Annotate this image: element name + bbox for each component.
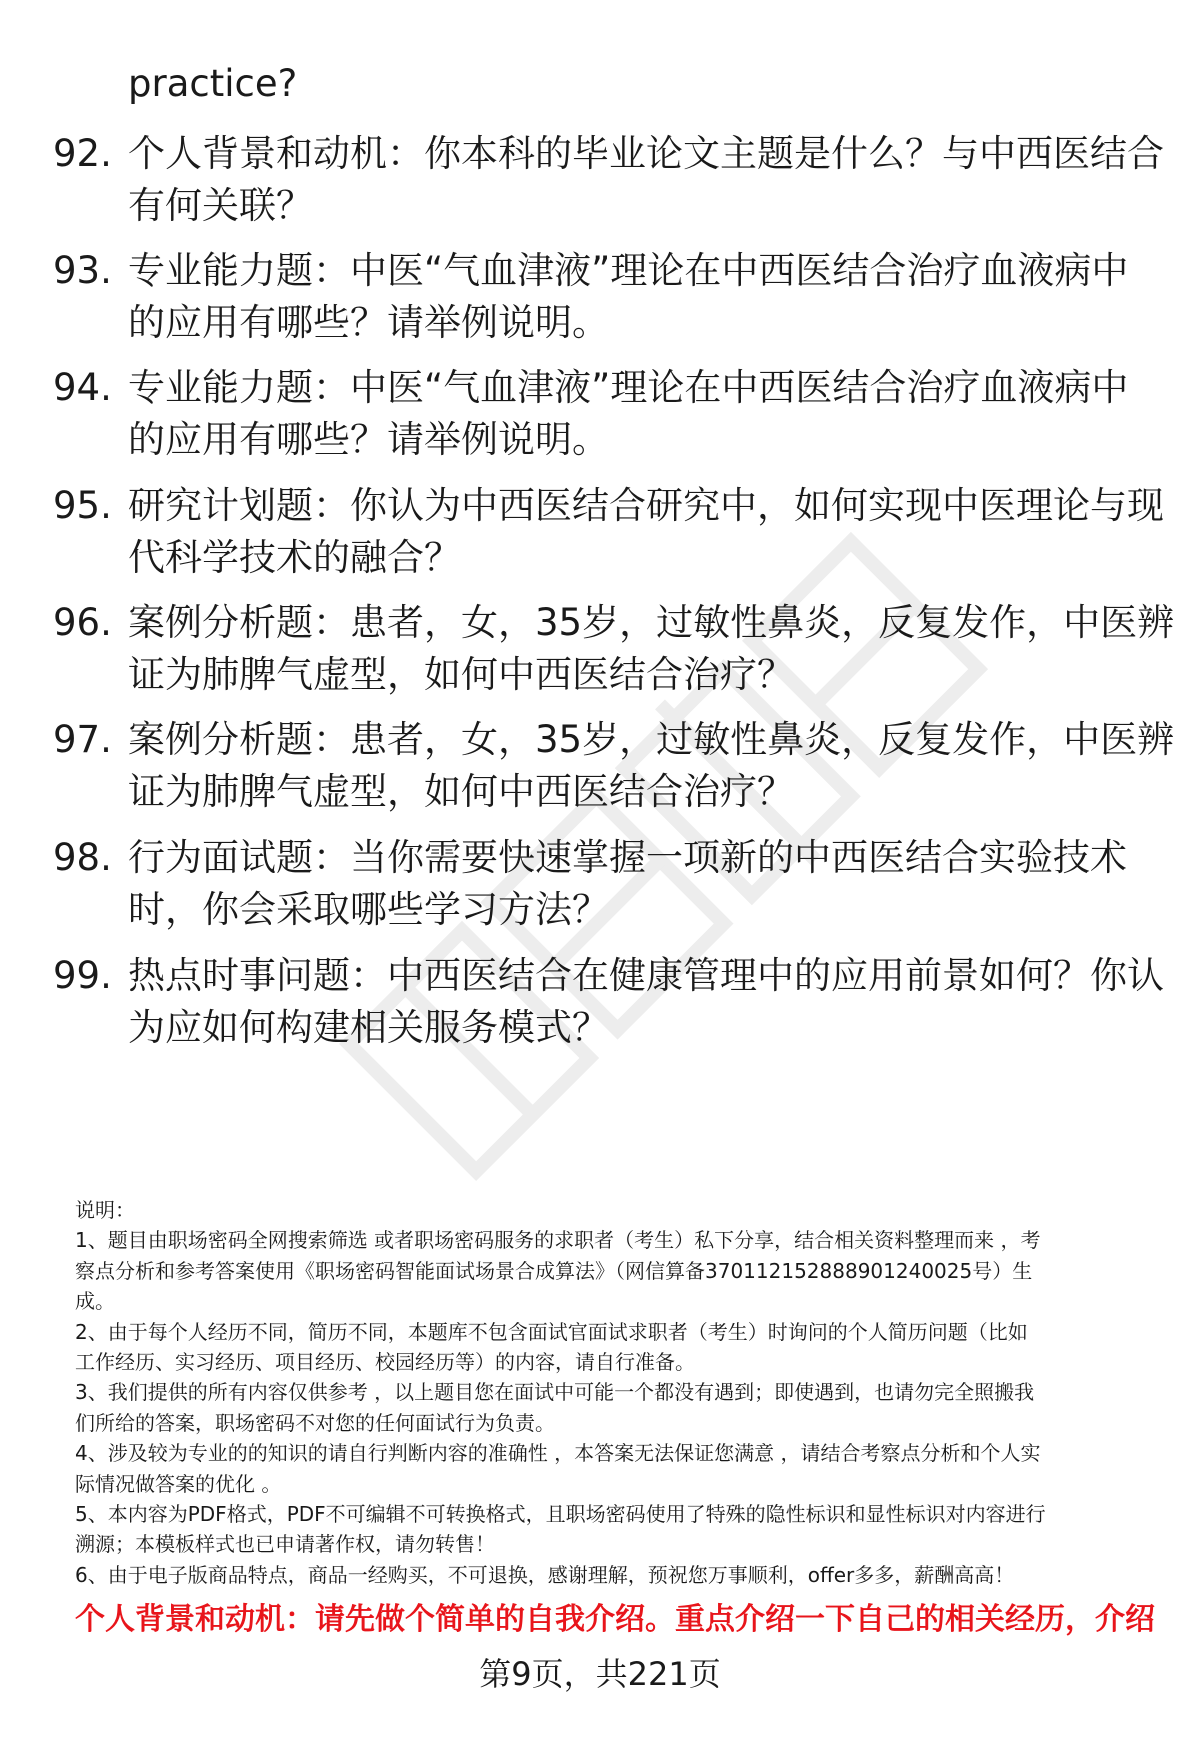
notes-line: 们所给的答案，职场密码不对您的任何面试行为负责。 <box>75 1410 555 1435</box>
disclaimer-notes <box>75 1195 1165 1590</box>
question-text: 代科学技术的融合？ <box>128 536 461 579</box>
notes-line: 成。 <box>75 1289 115 1314</box>
highlight-banner: 个人背景和动机：请先做个简单的自我介绍。重点介绍一下自己的相关经历，介绍 <box>75 1602 1155 1637</box>
notes-line: 3、我们提供的所有内容仅供参考 ，以上题目您在面试中可能一个都没有遇到；即使遇到，也请勿完全照搬我 <box>75 1380 1035 1405</box>
notes-line: 1、题目由职场密码全网搜索筛选 或者职场密码服务的求职者（考生）私下分享，结合相关资料整理而来 ，考 <box>75 1228 1041 1253</box>
question-number: 93. <box>53 249 112 292</box>
question-number: 97. <box>53 718 112 761</box>
question-text: 时，你会采取哪些学习方法？ <box>128 888 609 931</box>
question-number: 96. <box>53 601 112 644</box>
notes-line: 察点分析和参考答案使用《职场密码智能面试场景合成算法》（网信算备370112152888901240025号）生 <box>75 1258 1033 1283</box>
continuation-text: practice? <box>128 62 298 105</box>
question-number: 99. <box>53 954 112 997</box>
question-text: 证为肺脾气虚型，如何中西医结合治疗？ <box>128 653 794 696</box>
notes-line: 5、本内容为PDF格式，PDF不可编辑不可转换格式，且职场密码使用了特殊的隐性标识和显性标识对内容进行 <box>75 1502 1046 1527</box>
notes-heading: 说明： <box>75 1198 135 1222</box>
notes-line: 溯源；本模板样式也已申请著作权，请勿转售！ <box>75 1532 495 1557</box>
question-text: 行为面试题：当你需要快速掌握一项新的中西医结合实验技术 <box>128 836 1127 879</box>
notes-line: 际情况做答案的优化 。 <box>75 1471 282 1496</box>
question-text: 热点时事问题：中西医结合在健康管理中的应用前景如何？你认 <box>128 954 1164 997</box>
question-text: 案例分析题：患者，女，35岁，过敏性鼻炎，反复发作，中医辨 <box>128 601 1175 644</box>
question-number: 95. <box>53 484 112 527</box>
notes-line: 工作经历、实习经历、项目经历、校园经历等）的内容，请自行准备。 <box>75 1350 695 1375</box>
question-text: 证为肺脾气虚型，如何中西医结合治疗？ <box>128 770 794 813</box>
question-text: 的应用有哪些？请举例说明。 <box>128 301 609 344</box>
notes-line: 4、涉及较为专业的的知识的请自行判断内容的准确性 ，本答案无法保证您满意 ，请结合考察点分析和个人实 <box>75 1441 1041 1466</box>
page-indicator: 第9页，共221页 <box>479 1655 721 1693</box>
question-number: 92. <box>53 132 112 175</box>
question-text: 专业能力题：中医“气血津液”理论在中西医结合治疗血液病中 <box>128 249 1129 292</box>
question-text: 个人背景和动机：你本科的毕业论文主题是什么？与中西医结合 <box>128 132 1164 175</box>
question-text: 的应用有哪些？请举例说明。 <box>128 418 609 461</box>
question-number: 94. <box>53 366 112 409</box>
question-text: 为应如何构建相关服务模式？ <box>128 1006 609 1049</box>
question-number: 98. <box>53 836 112 879</box>
notes-line: 2、由于每个人经历不同，简历不同，本题库不包含面试官面试求职者（考生）时询问的个人简历问题（比如 <box>75 1319 1028 1344</box>
question-text: 案例分析题：患者，女，35岁，过敏性鼻炎，反复发作，中医辨 <box>128 718 1175 761</box>
question-text: 研究计划题：你认为中西医结合研究中，如何实现中医理论与现 <box>128 484 1164 527</box>
question-text: 专业能力题：中医“气血津液”理论在中西医结合治疗血液病中 <box>128 366 1129 409</box>
question-text: 有何关联？ <box>128 184 313 227</box>
notes-line: 6、由于电子版商品特点，商品一经购买，不可退换，感谢理解，预祝您万事顺利，offer多多，薪酬高高！ <box>75 1562 1015 1587</box>
